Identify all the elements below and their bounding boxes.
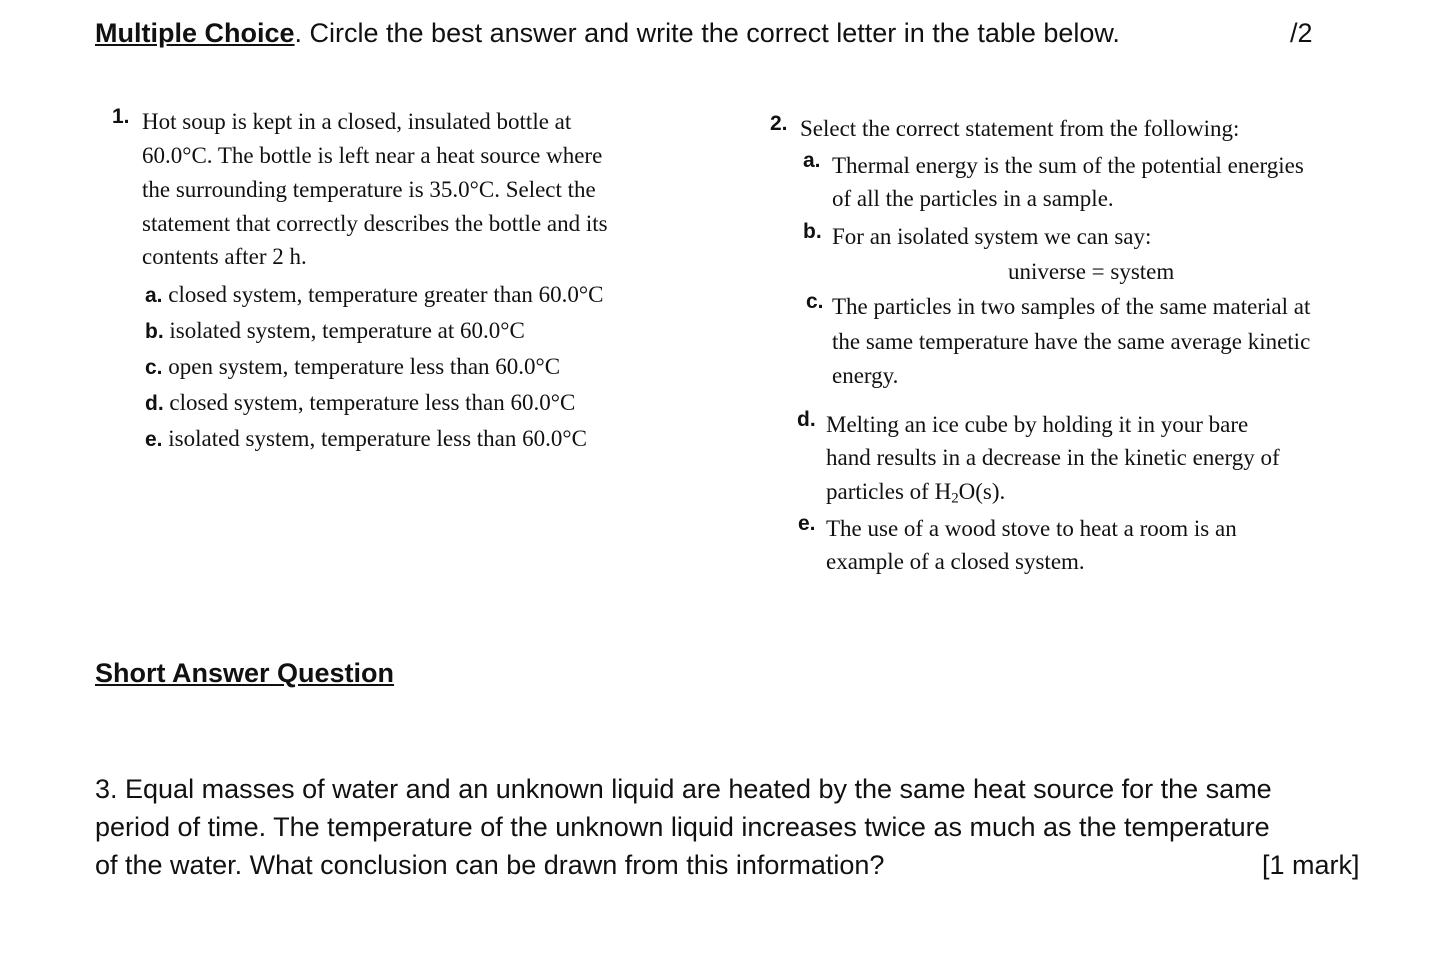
option-letter: b. xyxy=(145,320,164,343)
q2-option-c-line: The particles in two samples of the same material at xyxy=(832,294,1311,319)
short-answer-heading: Short Answer Question xyxy=(95,658,395,688)
q2-option-c-line: the same temperature have the same average kinetic xyxy=(832,329,1311,354)
q1-stem-line: statement that correctly describes the bottle and its xyxy=(142,211,608,236)
option-text: closed system, temperature greater than 60.0°C xyxy=(168,282,604,307)
q1-stem-line: the surrounding temperature is 35.0°C. Select the xyxy=(142,177,596,202)
q1-stem-line: contents after 2 h. xyxy=(142,244,307,269)
q2-option-c-line: energy. xyxy=(832,363,899,388)
multiple-choice-marks: /2 xyxy=(1290,18,1313,48)
multiple-choice-title: Multiple Choice xyxy=(95,18,295,48)
q2-option-a-line: Thermal energy is the sum of the potential energies xyxy=(832,153,1304,178)
q2-option-e-line: example of a closed system. xyxy=(826,549,1085,574)
multiple-choice-heading xyxy=(95,16,1120,50)
q1-number: 1. xyxy=(112,105,130,128)
q2-option-e-letter[interactable]: e. xyxy=(798,512,816,535)
q1-option-b[interactable] xyxy=(145,314,525,349)
q2-option-a-line: of all the particles in a sample. xyxy=(832,186,1114,211)
option-letter: a. xyxy=(145,284,163,307)
q2-option-d-line: Melting an ice cube by holding it in your bare xyxy=(826,412,1249,437)
q1-stem-line: 60.0°C. The bottle is left near a heat source where xyxy=(142,143,603,168)
q2-option-b-line: For an isolated system we can say: xyxy=(832,224,1152,249)
q1-option-a[interactable] xyxy=(145,278,603,313)
q3-line: of the water. What conclusion can be drawn from this information? xyxy=(95,850,885,880)
option-letter: e. xyxy=(145,428,163,451)
q1-option-c[interactable] xyxy=(145,350,560,385)
q2-option-d-line xyxy=(826,475,1005,516)
q2-stem: Select the correct statement from the following: xyxy=(800,116,1240,141)
q2-option-b-equation: universe = system xyxy=(1008,259,1175,284)
formula-prefix: particles of H xyxy=(826,479,952,504)
option-letter: d. xyxy=(145,392,164,415)
q2-option-d-line: hand results in a decrease in the kinetic energy of xyxy=(826,445,1280,470)
q3-line: 3. Equal masses of water and an unknown liquid are heated by the same heat source for the same xyxy=(95,774,1272,804)
option-letter: c. xyxy=(145,356,163,379)
multiple-choice-instructions: . Circle the best answer and write the correct letter in the table below. xyxy=(294,18,1120,48)
q2-option-b-letter[interactable]: b. xyxy=(803,220,822,243)
option-text: open system, temperature less than 60.0°C xyxy=(168,354,561,379)
q3-line: period of time. The temperature of the unknown liquid increases twice as much as the temperature xyxy=(95,812,1270,842)
q2-option-a-letter[interactable]: a. xyxy=(803,149,821,172)
q3-mark: [1 mark] xyxy=(1262,850,1360,880)
option-text: isolated system, temperature at 60.0°C xyxy=(169,318,525,343)
q1-option-e[interactable] xyxy=(145,422,587,457)
formula-subscript: 2 xyxy=(951,490,959,507)
formula-suffix: O(s). xyxy=(958,479,1006,504)
q2-option-c-letter[interactable]: c. xyxy=(806,290,824,313)
q2-number: 2. xyxy=(770,112,788,135)
q1-option-d[interactable] xyxy=(145,386,575,421)
q1-stem-line: Hot soup is kept in a closed, insulated bottle at xyxy=(142,109,572,134)
option-text: closed system, temperature less than 60.0°C xyxy=(169,390,576,415)
option-text: isolated system, temperature less than 60.0°C xyxy=(168,426,587,451)
q2-option-d-letter[interactable]: d. xyxy=(797,408,816,431)
q2-option-e-line: The use of a wood stove to heat a room is an xyxy=(826,516,1237,541)
